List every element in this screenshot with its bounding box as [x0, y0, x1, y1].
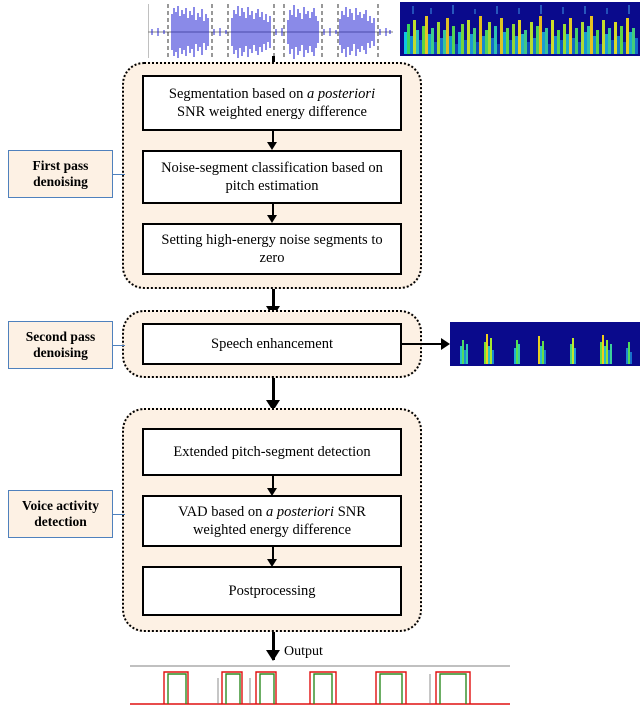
- vad-label: [8, 490, 113, 538]
- speech-enhancement-block[interactable]: [142, 323, 402, 365]
- input-spectrogram-plot: [400, 2, 640, 56]
- postprocessing-block[interactable]: [142, 566, 402, 616]
- second-pass-label-text: Second pass denoising: [25, 328, 96, 360]
- zeroing-line1: Setting high-energy noise segments to: [161, 231, 383, 248]
- enhanced-spectrogram-plot: [450, 322, 640, 366]
- vad-energy-line2: weighted energy difference: [192, 522, 352, 538]
- second-pass-leader-line: [113, 345, 125, 346]
- pitch-detection-text: Extended pitch-segment detection: [173, 443, 371, 460]
- segmentation-block[interactable]: [142, 75, 402, 131]
- speech-enhancement-text: Speech enhancement: [211, 335, 333, 352]
- zeroing-block[interactable]: [142, 223, 402, 275]
- noise-classification-block[interactable]: [142, 150, 402, 204]
- arrowhead-zeroing: [267, 215, 277, 223]
- arrowhead-output: [266, 650, 280, 661]
- segmentation-line2: SNR weighted energy difference: [177, 104, 367, 120]
- segmentation-line1-italic: a posteriori: [307, 85, 376, 102]
- segmentation-line1-pre: Segmentation based on: [168, 85, 308, 102]
- second-pass-label: [8, 321, 113, 369]
- connector-speech-enhancement-to-spectrogram: [402, 343, 444, 345]
- vad-label-text: Voice activity detection: [21, 497, 100, 529]
- first-pass-leader-line: [113, 174, 125, 175]
- arrowhead-enhanced-spectrogram: [441, 338, 450, 350]
- first-pass-label-text: First pass denoising: [32, 157, 89, 189]
- vad-energy-block[interactable]: [142, 495, 402, 547]
- vad-energy-line1-italic: a posteriori: [266, 503, 335, 520]
- vad-energy-line1-post: SNR: [334, 503, 366, 520]
- input-waveform-plot: [148, 2, 393, 60]
- vad-decision-plot: [130, 664, 510, 708]
- postprocessing-text: Postprocessing: [228, 582, 316, 599]
- pitch-detection-block[interactable]: [142, 428, 402, 476]
- first-pass-label: [8, 150, 113, 198]
- noise-classification-line1: Noise-segment classification based on: [161, 159, 383, 176]
- arrowhead-noise-classification: [267, 142, 277, 150]
- vad-energy-line1-pre: VAD based on: [178, 503, 266, 520]
- output-caption: Output: [284, 644, 323, 659]
- noise-classification-line2: pitch estimation: [225, 178, 319, 194]
- zeroing-line2: zero: [259, 250, 285, 266]
- vad-leader-line: [113, 514, 125, 515]
